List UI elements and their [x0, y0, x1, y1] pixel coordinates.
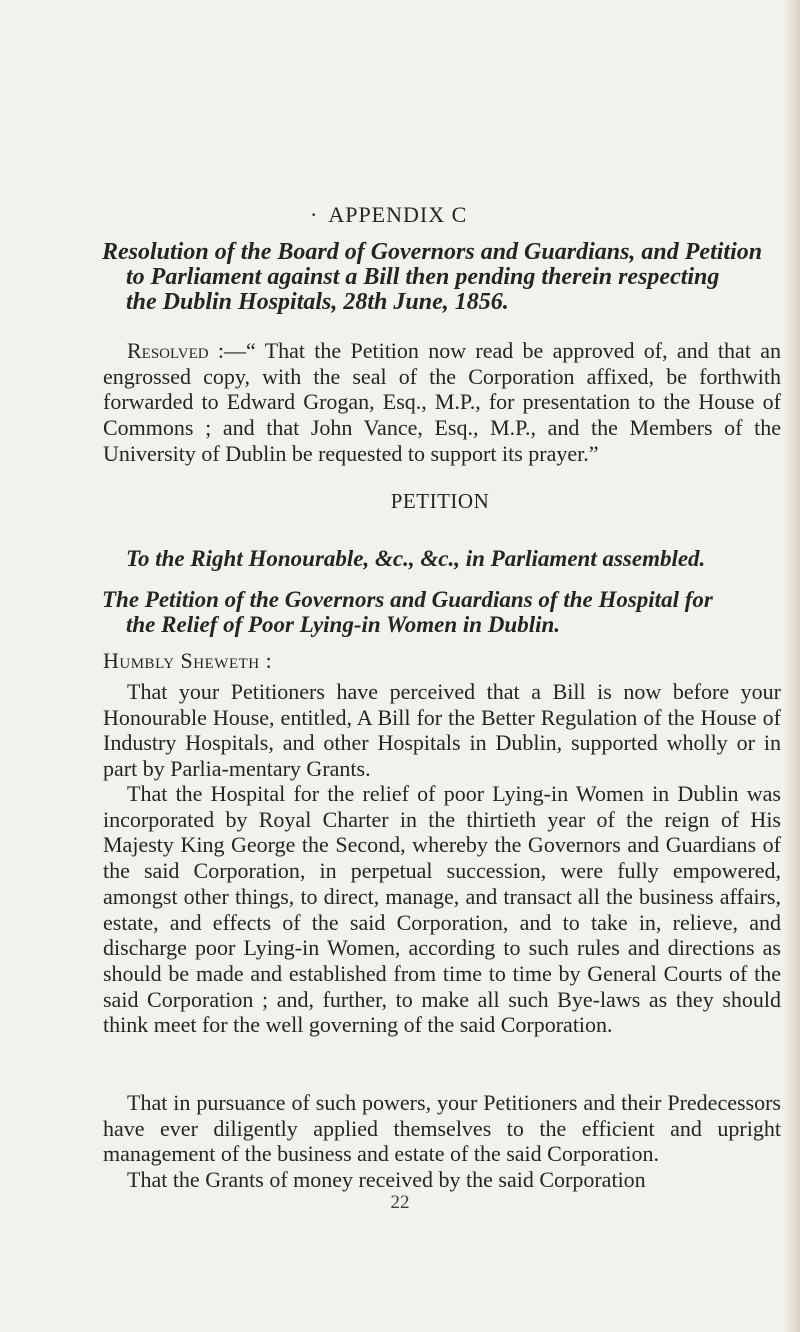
resolution-text: :—“ That the Petition now read be approved of, and that an engrossed copy, with the seal of the Corporation affixed, be forthwith forwarded to Edward Grogan, Esq., M.P., for presentation to the House of Commons ; and that John Vance, Esq., M.P., and the Members of the University of Dublin be requested to support its prayer.” [103, 338, 781, 466]
petition-address: To the Right Honourable, &c., &c., in Parliament assembled. [126, 546, 706, 571]
running-head-text: APPENDIX C [328, 202, 468, 227]
humbly-sheweth: Humbly Sheweth : [103, 648, 273, 673]
resolution-title-line-3: the Dublin Hospitals, 28th June, 1856. [126, 289, 509, 315]
petition-title-line-2: the Relief of Poor Lying-in Women in Dublin. [126, 612, 561, 637]
petition-title-line-1: The Petition of the Governors and Guardians of the Hospital for [102, 587, 713, 612]
petition-paragraph-2: That the Hospital for the relief of poor Lying-in Women in Dublin was incorporated by Royal Charter in the thirtieth year of the reign of His Majesty King George the Second, whereby the Governors and Guardians of the said Corporation, in perpetual succession, were fully empowered, amongst other things, to direct, manage, and transact all the business affairs, estate, and effects of the said Corporation, and to take in, relieve, and discharge poor Lying-in Women, according to such rules and directions as should be made and established from time to time by General Courts of the said Corporation ; and, further, to make all such Bye-laws as they should think meet for the well governing of the said Corporation. [103, 781, 781, 1038]
petition-title [102, 587, 782, 637]
petition-paragraph-1: That your Petitioners have perceived that a Bill is now before your Honourable House, entitled, A Bill for the Better Regulation of the House of Industry Hospitals, and other Hospitals in Dublin, supported wholly or in part by Parlia-mentary Grants. [103, 679, 781, 782]
running-head-bullet: · [310, 202, 319, 227]
resolution-title-line-2: to Parliament against a Bill then pending therein respecting [126, 264, 720, 290]
resolution-title [102, 240, 782, 315]
page-number: 22 [390, 1192, 410, 1213]
resolution-title-line-1: Resolution of the Board of Governors and Guardians, and Petition [102, 239, 763, 265]
resolution-paragraph [103, 338, 781, 467]
resolved-lead: Resolved [127, 338, 209, 363]
petition-heading: PETITION [390, 489, 490, 513]
running-head [310, 202, 610, 228]
petition-paragraph-4: That the Grants of money received by the said Corporation [127, 1167, 646, 1192]
petition-paragraph-3: That in pursuance of such powers, your Petitioners and their Predecessors have ever diligently applied themselves to the efficient and upright management of the business and estate of the said Corporation. [103, 1090, 781, 1167]
